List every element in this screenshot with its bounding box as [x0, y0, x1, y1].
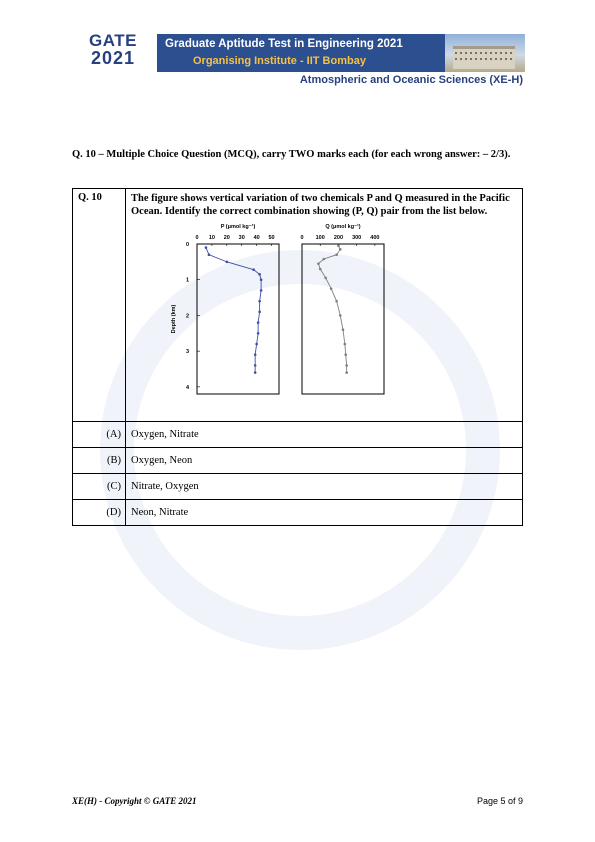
data-point	[208, 253, 211, 256]
data-point	[335, 253, 338, 256]
data-point	[339, 248, 342, 251]
data-point	[344, 353, 347, 356]
y-tick-label: 2	[185, 313, 189, 320]
option-d-text: Neon, Nitrate	[126, 500, 523, 526]
subject-title: Atmospheric and Oceanic Sciences (XE-H)	[299, 74, 523, 86]
data-point	[339, 314, 342, 317]
question-body	[126, 189, 523, 422]
data-point	[337, 244, 340, 247]
data-point	[319, 268, 322, 271]
data-point	[254, 371, 257, 374]
data-point	[345, 371, 348, 374]
page-header	[72, 32, 525, 74]
x-tick-label: 30	[238, 235, 245, 242]
data-point	[345, 364, 348, 367]
data-point	[226, 261, 229, 264]
x-tick-label: 20	[223, 235, 230, 242]
logo-line-1: GATE	[89, 31, 137, 50]
series-line-1	[318, 246, 346, 373]
x-tick-label: 0	[300, 235, 304, 242]
option-d-label: (D)	[73, 500, 126, 526]
data-point	[260, 278, 263, 281]
x-tick-label: 300	[352, 235, 362, 242]
x-tick-label: 200	[333, 235, 344, 242]
data-point	[205, 246, 208, 249]
x-tick-label: 50	[268, 235, 275, 242]
banner-organiser: Organising Institute - IIT Bombay	[193, 55, 366, 67]
data-point	[330, 287, 333, 290]
x-tick-label: 10	[208, 235, 215, 242]
chart-title-0: P (μmol kg⁻¹)	[220, 224, 256, 231]
option-b-label: (B)	[73, 448, 126, 474]
option-c-label: (C)	[73, 474, 126, 500]
data-point	[323, 258, 326, 261]
series-line-0	[206, 248, 261, 373]
profiles-chart	[167, 222, 467, 418]
chart-frame-1	[302, 244, 384, 394]
gate-logo	[72, 32, 154, 72]
data-point	[252, 268, 255, 271]
y-axis-label: Depth (km)	[171, 304, 177, 334]
data-point	[257, 332, 260, 335]
logo-line-2: 2021	[90, 48, 136, 68]
question-text: The figure shows vertical variation of two chemicals P and Q measured in the Pacific Ocean. Identify the correct combination showing (P, Q) pair from the list below.	[131, 193, 510, 217]
data-point	[317, 262, 320, 265]
option-a-label: (A)	[73, 422, 126, 448]
banner-title: Graduate Aptitude Test in Engineering 2021	[165, 38, 403, 50]
question-instruction: Q. 10 – Multiple Choice Question (MCQ), carry TWO marks each (for each wrong answer: – 2/3).	[72, 149, 511, 160]
data-point	[344, 343, 347, 346]
data-point	[254, 353, 257, 356]
question-figure	[131, 222, 517, 418]
chart-title-1: Q (μmol kg⁻¹)	[325, 224, 361, 231]
question-number: Q. 10	[73, 189, 126, 422]
data-point	[258, 311, 261, 314]
data-point	[324, 277, 327, 280]
option-a-text: Oxygen, Nitrate	[126, 422, 523, 448]
data-point	[335, 300, 338, 303]
data-point	[255, 343, 258, 346]
data-point	[258, 300, 261, 303]
y-tick-label: 1	[185, 277, 189, 284]
data-point	[260, 289, 263, 292]
option-c-text: Nitrate, Oxygen	[126, 474, 523, 500]
data-point	[257, 321, 260, 324]
header-banner	[157, 34, 525, 72]
y-tick-label: 3	[185, 349, 189, 356]
building-image	[445, 34, 525, 72]
y-tick-label: 0	[185, 242, 189, 248]
x-tick-label: 40	[253, 235, 260, 242]
x-tick-label: 400	[370, 235, 380, 242]
footer-copyright: XE(H) - Copyright © GATE 2021	[72, 796, 197, 806]
x-tick-label: 0	[195, 235, 199, 242]
data-point	[342, 328, 345, 331]
footer-page-number: Page 5 of 9	[476, 796, 523, 806]
data-point	[254, 364, 257, 367]
y-tick-label: 4	[185, 384, 189, 391]
x-tick-label: 100	[315, 235, 325, 242]
question-table	[72, 188, 523, 526]
option-b-text: Oxygen, Neon	[126, 448, 523, 474]
chart-frame-0	[197, 244, 279, 394]
data-point	[258, 273, 261, 276]
